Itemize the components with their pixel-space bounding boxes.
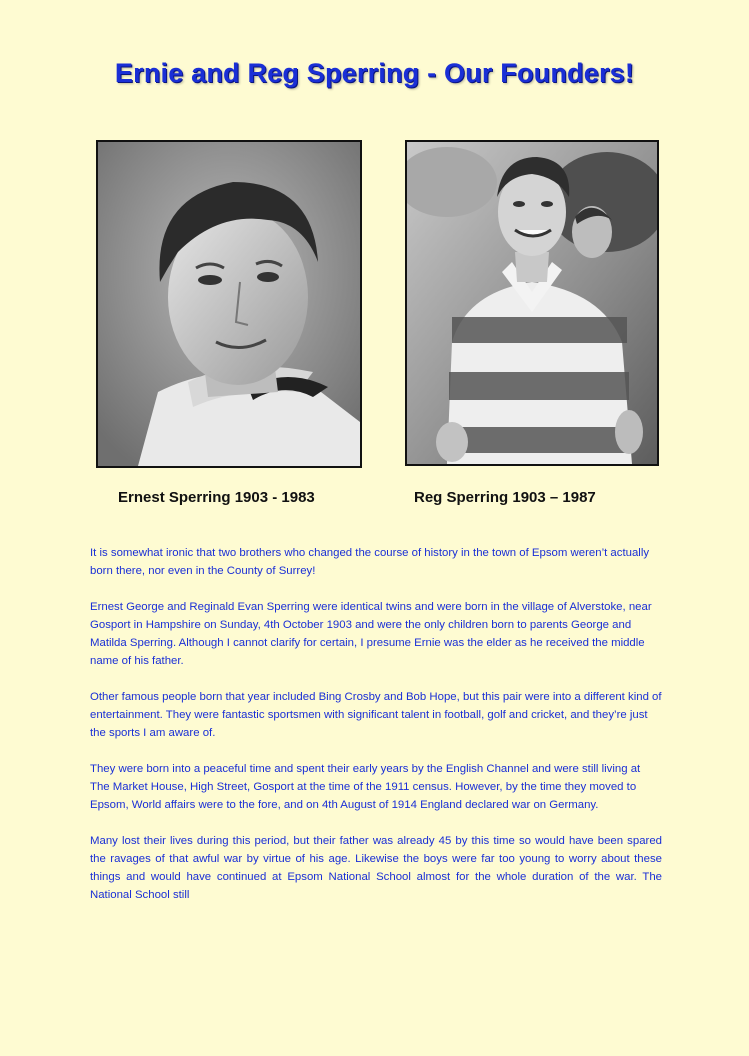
ernest-caption: Ernest Sperring 1903 - 1983: [118, 489, 315, 506]
ernest-portrait-photo: [96, 140, 362, 468]
paragraph-2: Ernest George and Reginald Evan Sperring were identical twins and were born in the village of Alverstoke, near Gosport in Hampshire on Sunday, 4th October 1903 and were the only children born to parents George and Matilda Sperring. Although I cannot clarify for certain, I presume Ernie was the elder as he received the middle name of his father.: [90, 601, 652, 667]
reg-portrait-photo: [405, 140, 659, 466]
paragraph-1: It is somewhat ironic that two brothers who changed the course of history in the town of Epsom weren’t actually born there, nor even in the County of Surrey!: [90, 547, 650, 577]
reg-caption: Reg Sperring 1903 – 1987: [414, 489, 596, 506]
paragraph-3: Other famous people born that year included Bing Crosby and Bob Hope, but this pair were into a different kind of entertainment. They were fantastic sportsmen with significant talent in football, golf and cricket, and they’re just the sports I am aware of.: [90, 691, 662, 739]
paragraph-5: Many lost their lives during this period, but their father was already 45 by this time so would have been spared the ravages of that awful war by virtue of his age. Likewise the boys were far too young to worry about these things and would have continued at Epsom National School almost for the whole duration of the war. The National School still: [90, 835, 662, 901]
paragraph-4: They were born into a peaceful time and spent their early years by the English Channel and were still living at The Market House, High Street, Gosport at the time of the 1911 census. However, by the time they moved to Epsom, World affairs were to the fore, and on 4th August of 1914 England declared war on Germany.: [90, 763, 641, 811]
article-body: [90, 544, 662, 922]
page-title: Ernie and Reg Sperring - Our Founders!: [114, 58, 635, 88]
